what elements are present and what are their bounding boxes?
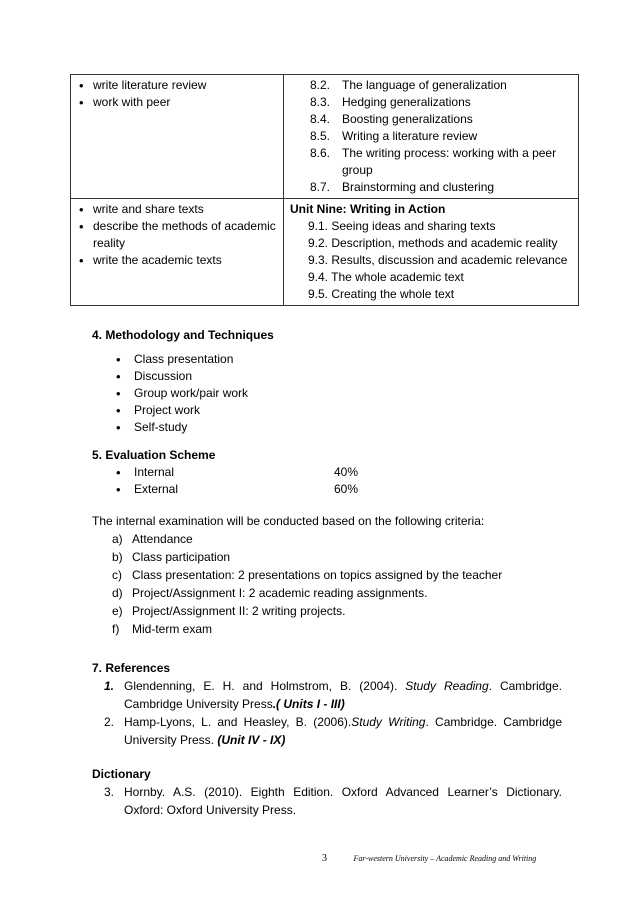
section-heading: 7. References bbox=[92, 661, 171, 675]
list-item: 9.5. Creating the whole text bbox=[308, 287, 455, 301]
list-item: 9.1. Seeing ideas and sharing texts bbox=[308, 219, 496, 233]
list-item: • External 60% bbox=[92, 481, 572, 498]
page-number: 3 bbox=[322, 853, 327, 864]
list-item: c) Class presentation: 2 presentations on topics assigned by the teacher bbox=[112, 568, 503, 582]
outcomes-cell bbox=[71, 199, 284, 306]
criteria-intro: The internal examination will be conducted based on the following criteria: bbox=[92, 514, 485, 528]
list-item: 9.2. Description, methods and academic reality bbox=[308, 236, 558, 250]
list-item: b) Class participation bbox=[112, 550, 231, 564]
list-item: group bbox=[342, 163, 373, 177]
list-item: d) Project/Assignment I: 2 academic reading assignments. bbox=[112, 586, 428, 600]
list-item: e) Project/Assignment II: 2 writing projects. bbox=[112, 604, 346, 618]
list-item: 8.3. Hedging generalizations bbox=[310, 95, 471, 109]
reference-item: 2. Hamp-Lyons, L. and Heasley, B. (2006).Study Writing. Cambridge. Cambridge University Press. (Unit IV - IX) bbox=[104, 715, 562, 747]
list-item: 8.6. The writing process: working with a peer bbox=[310, 146, 557, 160]
list-item: • Class presentation bbox=[92, 351, 572, 368]
section-heading: 4. Methodology and Techniques bbox=[92, 328, 274, 342]
list-item: • describe the methods of academic reality bbox=[77, 218, 277, 252]
methodology-section bbox=[92, 327, 572, 436]
evaluation-section bbox=[92, 447, 572, 498]
section-heading: 5. Evaluation Scheme bbox=[92, 448, 216, 462]
references-section bbox=[92, 660, 562, 749]
section-heading: Dictionary bbox=[92, 767, 151, 781]
syllabus-table bbox=[70, 74, 579, 306]
list-item: f) Mid-term exam bbox=[112, 622, 213, 636]
dictionary-section bbox=[92, 766, 562, 819]
reference-item: 1. Glendenning, E. H. and Holmstrom, B. (2004). Study Reading. Cambridge. Cambridge University Press.( Units I - III) bbox=[104, 679, 562, 711]
list-item: • Project work bbox=[92, 402, 572, 419]
list-item: • Self-study bbox=[92, 419, 572, 436]
list-item: • write and share texts bbox=[77, 201, 277, 218]
table-row bbox=[71, 75, 579, 199]
list-item: a) Attendance bbox=[112, 532, 193, 546]
criteria-section bbox=[92, 513, 572, 638]
footer-text: Far-western University – Academic Reading and Writing bbox=[353, 854, 537, 863]
page-footer bbox=[322, 853, 536, 864]
list-item: 8.4. Boosting generalizations bbox=[310, 112, 473, 126]
reference-item: 3. Hornby. A.S. (2010). Eighth Edition. Oxford Advanced Learner’s Dictionary. Oxford: Oxford University Press. bbox=[104, 785, 562, 817]
table-row bbox=[71, 199, 579, 306]
list-item: 9.3. Results, discussion and academic relevance bbox=[308, 253, 568, 267]
list-item: • write the academic texts bbox=[77, 252, 277, 269]
list-item: • write literature review bbox=[77, 77, 277, 94]
list-item: • Internal 40% bbox=[92, 464, 572, 481]
topics-cell bbox=[284, 199, 579, 306]
outcomes-cell bbox=[71, 75, 284, 199]
unit-title: Unit Nine: Writing in Action bbox=[290, 202, 446, 216]
list-item: 8.5. Writing a literature review bbox=[310, 129, 478, 143]
list-item: • Group work/pair work bbox=[92, 385, 572, 402]
topics-cell bbox=[284, 75, 579, 199]
list-item: • Discussion bbox=[92, 368, 572, 385]
list-item: 8.2. The language of generalization bbox=[310, 78, 507, 92]
list-item: • work with peer bbox=[77, 94, 277, 111]
list-item: 9.4. The whole academic text bbox=[308, 270, 464, 284]
list-item: 8.7. Brainstorming and clustering bbox=[310, 180, 495, 194]
